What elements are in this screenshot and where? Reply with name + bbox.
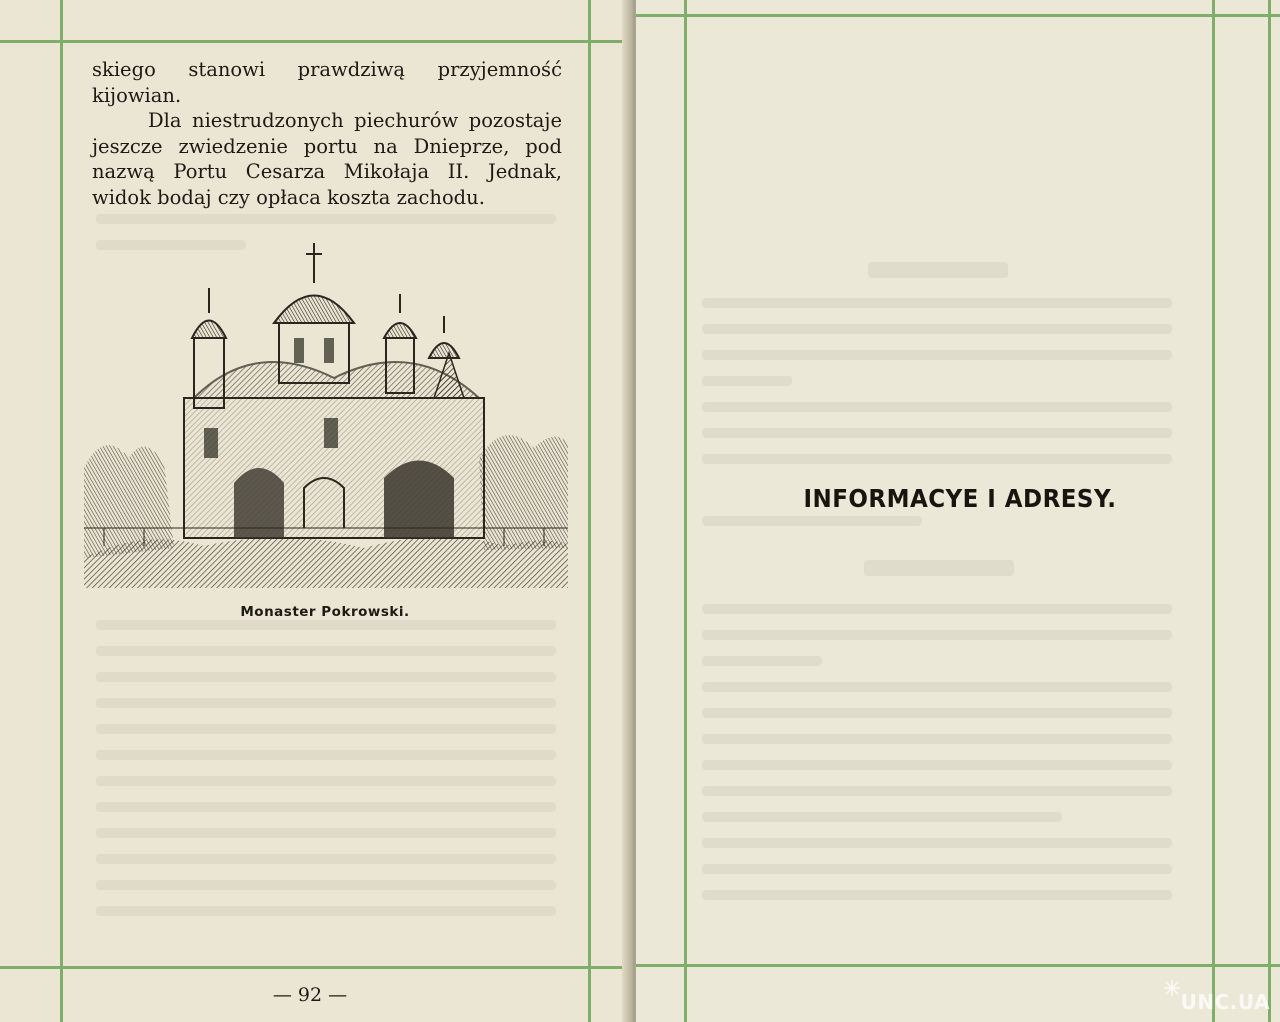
section-heading: INFORMACYE I ADRESY. <box>803 484 1117 513</box>
page-number: — 92 — <box>272 984 348 1006</box>
frame-line-right <box>588 0 591 1022</box>
frame-line-right <box>1212 0 1215 1022</box>
paragraph-continuation: skiego stanowi prawdziwą przyjemność kijowian. <box>92 58 562 107</box>
frame-line-bottom <box>0 966 628 969</box>
figure-caption: Monaster Pokrowski. <box>240 604 410 620</box>
frame-line-left <box>684 0 687 1022</box>
body-text <box>92 57 562 210</box>
frame-line-top <box>636 14 1280 17</box>
frame-line-top <box>0 40 628 43</box>
frame-line-bottom <box>636 964 1280 967</box>
monastery-illustration <box>84 228 568 588</box>
snowflake-icon <box>1164 980 1180 996</box>
left-page <box>0 0 628 1022</box>
watermark: UNC.UA <box>1180 990 1270 1014</box>
paragraph-port: Dla niestrudzonych piechurów pozostaje jeszcze zwiedzenie portu na Dnieprze, pod nazwą Portu Cesarza Mikołaja II. Jednak, widok bodaj czy opłaca koszta zachodu. <box>92 109 562 209</box>
frame-line-outer <box>1268 0 1271 1022</box>
frame-line-left <box>60 0 63 1022</box>
